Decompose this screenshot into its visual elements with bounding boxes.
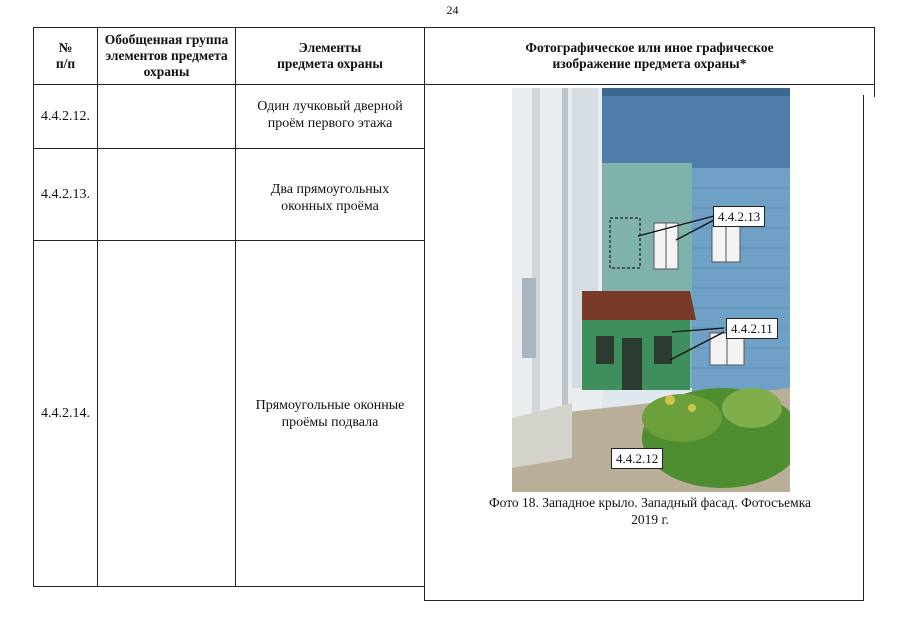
header-elements: Элементы предмета охраны: [277, 40, 383, 71]
facade-photo-drawing: [512, 88, 790, 492]
image-cell-bottom: [424, 600, 864, 601]
header-image: Фотографическое или иное графическое изображение предмета охраны*: [525, 40, 774, 71]
photo-label: 4.4.2.11: [726, 318, 778, 339]
facade-photo: [512, 88, 790, 492]
col-divider: [97, 27, 98, 587]
row-element: Один лучковый дверной проём первого этажа: [257, 98, 403, 131]
row-element: Прямоугольные оконные проёмы подвала: [255, 398, 405, 430]
header-group: Обобщенная группа элементов предмета охраны: [104, 32, 229, 79]
image-cell-right: [863, 95, 864, 601]
table-border-right: [874, 27, 875, 97]
col-divider: [424, 27, 425, 601]
table-border-bottom: [33, 586, 425, 587]
row-element: Два прямоугольных оконных проёма: [270, 182, 390, 214]
header-num: № п/п: [55, 40, 76, 71]
header-divider: [33, 84, 875, 85]
photo-caption: Фото 18. Западное крыло. Западный фасад. Фотосъемка 2019 г.: [488, 495, 812, 527]
photo-label: 4.4.2.12: [611, 448, 663, 469]
row-number: 4.4.2.12.: [41, 109, 90, 124]
photo-label: 4.4.2.13: [713, 206, 765, 227]
row-number: 4.4.2.14.: [41, 406, 90, 421]
row-number: 4.4.2.13.: [41, 187, 90, 202]
page-number: 24: [446, 3, 459, 17]
